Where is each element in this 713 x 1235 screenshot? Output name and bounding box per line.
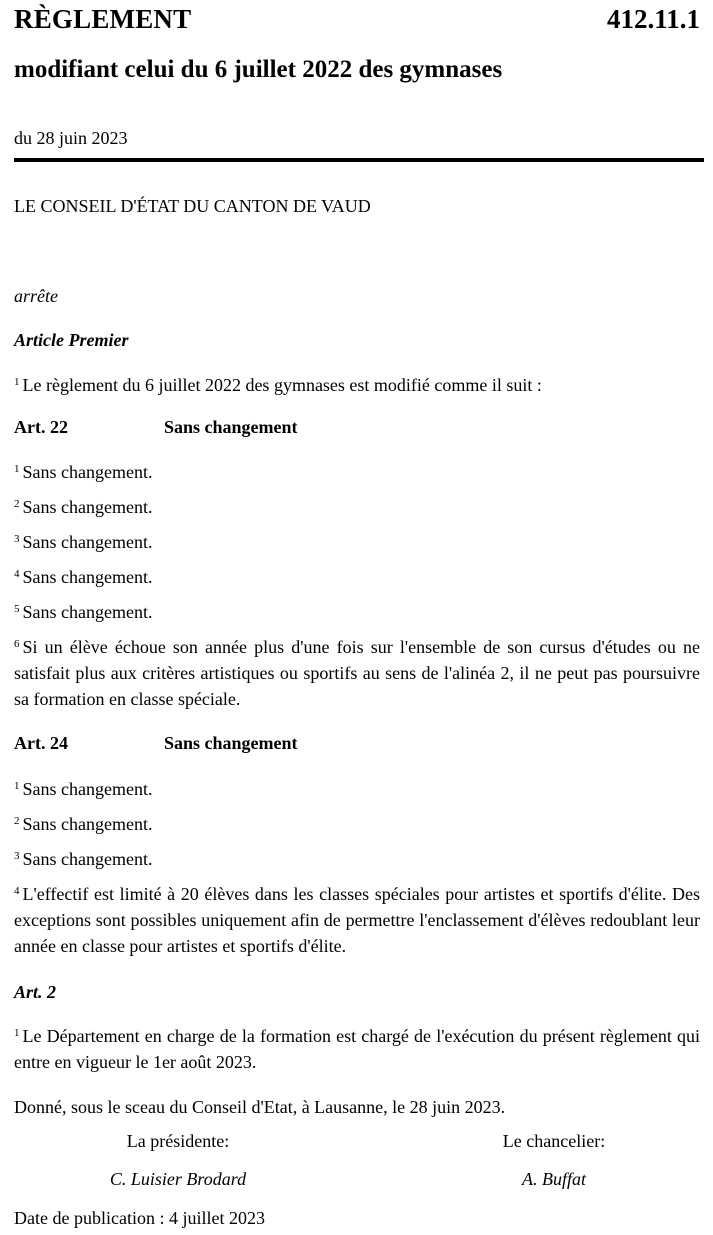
paragraph-text: Sans changement. <box>22 779 153 799</box>
document-type: RÈGLEMENT <box>14 4 192 34</box>
paragraph-text: L'effectif est limité à 20 élèves dans les classes spéciales pour artistes et sportifs d'élite. Des exceptions sont possibles uniquement afin de permettre l'enclassement d'élèves redoublant leur année en classe pour artistes et sportifs d'élite. <box>14 884 700 956</box>
document-date: du 28 juin 2023 <box>14 128 128 148</box>
paragraph-text: Sans changement. <box>22 602 153 622</box>
header-divider <box>14 158 704 162</box>
paragraph-text: Sans changement. <box>22 497 153 517</box>
art22-title: Sans changement <box>164 417 298 437</box>
document-number: 412.11.1 <box>606 4 700 34</box>
paragraph-number: 6 <box>14 638 20 650</box>
art24-paragraph-4 <box>14 881 700 959</box>
paragraph-number: 4 <box>14 885 20 897</box>
paragraph-text: Le Département en charge de la formation est chargé de l'exécution du présent règlement qui entre en vigueur le 1er août 2023. <box>14 1026 700 1072</box>
art22-paragraph-2 <box>14 494 700 520</box>
paragraph-number: 1 <box>14 1027 20 1039</box>
paragraph-text: Le règlement du 6 juillet 2022 des gymnases est modifié comme il suit : <box>22 375 542 395</box>
art24-heading <box>14 733 298 754</box>
paragraph-text: Sans changement. <box>22 814 153 834</box>
art24-paragraph-3 <box>14 846 700 872</box>
chancellor-role: Le chancelier: <box>502 1131 606 1151</box>
paragraph-text: Sans changement. <box>22 567 153 587</box>
art22-paragraph-4 <box>14 564 700 590</box>
art24-paragraph-2 <box>14 811 700 837</box>
art22-paragraph-1 <box>14 459 700 485</box>
president-role: La présidente: <box>126 1131 230 1151</box>
art22-number: Art. 22 <box>14 417 68 437</box>
paragraph-number: 3 <box>14 850 20 862</box>
art24-title: Sans changement <box>164 733 298 753</box>
paragraph-text: Si un élève échoue son année plus d'une fois sur l'ensemble de son cursus d'études ou ne satisfait plus aux critères artistiques ou sportifs au sens de l'alinéa 2, il ne peut pas poursuivre sa formation en classe spéciale. <box>14 637 700 709</box>
closing-formula: Donné, sous le sceau du Conseil d'Etat, à Lausanne, le 28 juin 2023. <box>14 1097 506 1117</box>
authority-line: LE CONSEIL D'ÉTAT DU CANTON DE VAUD <box>14 196 371 216</box>
president-name: C. Luisier Brodard <box>109 1169 247 1189</box>
paragraph-text: Sans changement. <box>22 462 153 482</box>
paragraph-text: Sans changement. <box>22 532 153 552</box>
paragraph-number: 3 <box>14 533 20 545</box>
art2-paragraph <box>14 1023 700 1075</box>
paragraph-number: 2 <box>14 815 20 827</box>
paragraph-number: 2 <box>14 498 20 510</box>
art24-paragraph-1 <box>14 776 700 802</box>
paragraph-number: 1 <box>14 376 20 388</box>
paragraph-number: 5 <box>14 603 20 615</box>
paragraph-text: Sans changement. <box>22 849 153 869</box>
chancellor-name: A. Buffat <box>522 1169 586 1189</box>
article-premier-paragraph <box>14 372 700 398</box>
art22-paragraph-3 <box>14 529 700 555</box>
art22-heading <box>14 417 298 438</box>
paragraph-number: 4 <box>14 568 20 580</box>
document-title: modifiant celui du 6 juillet 2022 des gymnases <box>14 56 503 83</box>
article-premier-heading: Article Premier <box>14 330 129 350</box>
paragraph-number: 1 <box>14 463 20 475</box>
document-header <box>14 4 700 44</box>
art22-paragraph-5 <box>14 599 700 625</box>
paragraph-number: 1 <box>14 780 20 792</box>
art2-heading: Art. 2 <box>14 982 57 1002</box>
decree-word: arrête <box>14 286 58 306</box>
publication-date: Date de publication : 4 juillet 2023 <box>14 1208 265 1228</box>
art24-number: Art. 24 <box>14 733 68 753</box>
art22-paragraph-6 <box>14 634 700 712</box>
